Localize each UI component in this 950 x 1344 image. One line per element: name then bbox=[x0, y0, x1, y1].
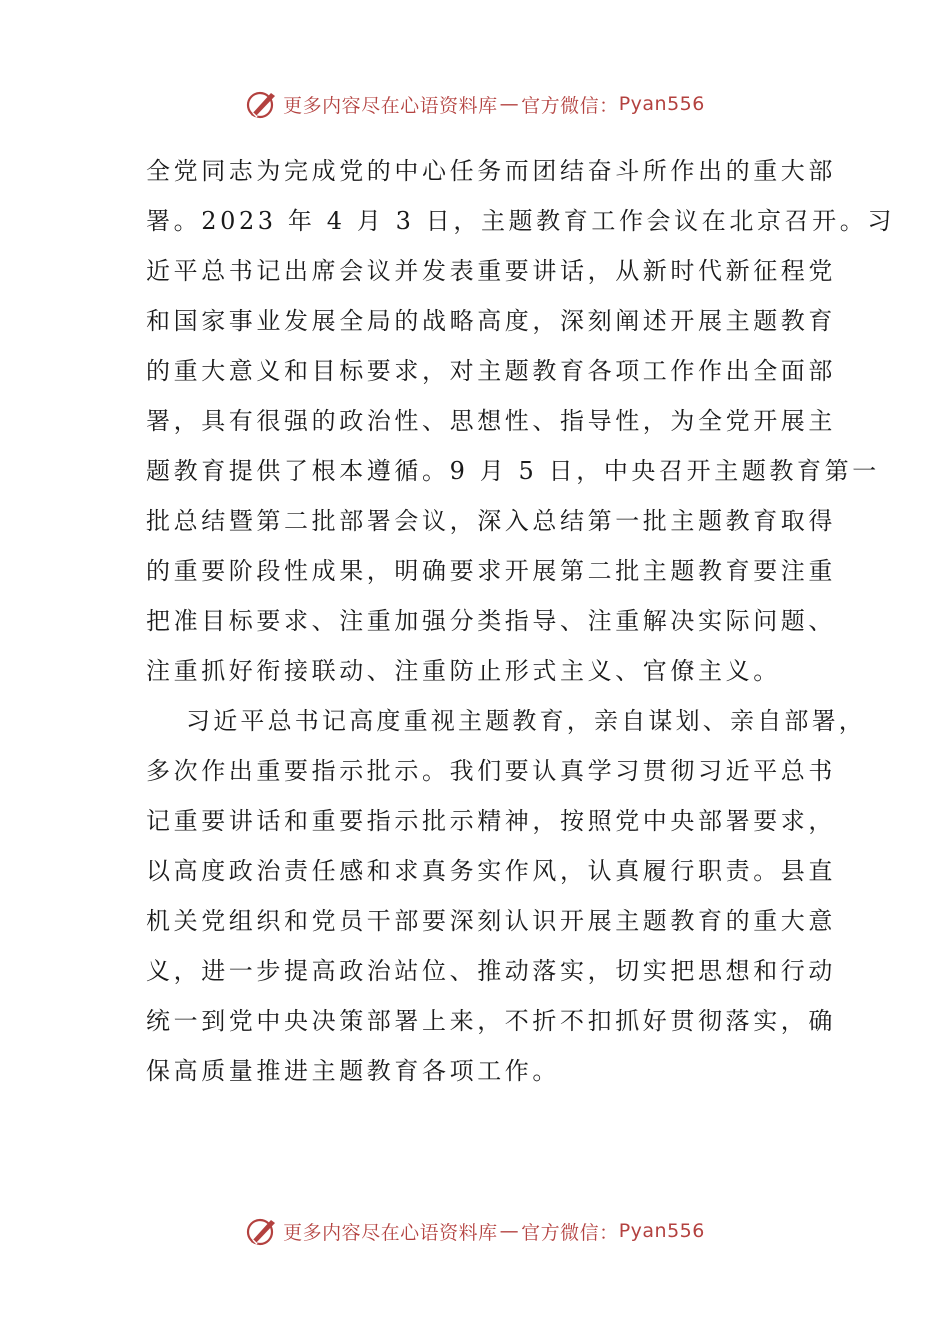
text-line: 批总结暨第二批部署会议，深入总结第一批主题教育取得 bbox=[146, 507, 836, 535]
text-line: 记重要讲话和重要指示批示精神，按照党中央部署要求， bbox=[146, 807, 836, 835]
text-line: 习近平总书记高度重视主题教育，亲自谋划、亲自部署， bbox=[186, 707, 866, 735]
banner-dash: — bbox=[499, 1220, 520, 1242]
pen-logo-icon bbox=[245, 1214, 279, 1248]
text-line: 的重大意义和目标要求，对主题教育各项工作作出全面部 bbox=[146, 357, 836, 385]
document-body bbox=[146, 146, 895, 1096]
footer-watermark bbox=[0, 1211, 950, 1251]
text-line: 机关党组织和党员干部要深刻认识开展主题教育的重大意 bbox=[146, 907, 836, 935]
banner-dash: — bbox=[499, 93, 520, 115]
banner-wechat-id: Pyan556 bbox=[618, 93, 705, 115]
banner-wechat-id: Pyan556 bbox=[618, 1220, 705, 1242]
text-line: 和国家事业发展全局的战略高度，深刻阐述开展主题教育 bbox=[146, 307, 836, 335]
banner-text: 更多内容尽在心语资料库 bbox=[283, 1221, 498, 1244]
text-line: 题教育提供了根本遵循。9 月 5 日，中央召开主题教育第一 bbox=[146, 457, 880, 485]
text-line: 署，具有很强的政治性、思想性、指导性，为全党开展主 bbox=[146, 407, 836, 435]
text-line: 以高度政治责任感和求真务实作风，认真履行职责。县直 bbox=[146, 857, 836, 885]
pen-logo-icon bbox=[245, 87, 279, 121]
text-line: 把准目标要求、注重加强分类指导、注重解决实际问题、 bbox=[146, 607, 836, 635]
banner-wechat-label: 官方微信： bbox=[521, 94, 619, 117]
banner-text: 更多内容尽在心语资料库 bbox=[283, 94, 498, 117]
text-line: 的重要阶段性成果，明确要求开展第二批主题教育要注重 bbox=[146, 557, 836, 585]
text-line: 保高质量推进主题教育各项工作。 bbox=[146, 1057, 560, 1085]
text-line: 注重抓好衔接联动、注重防止形式主义、官僚主义。 bbox=[146, 657, 781, 685]
text-line: 统一到党中央决策部署上来，不折不扣抓好贯彻落实，确 bbox=[146, 1007, 836, 1035]
text-line: 近平总书记出席会议并发表重要讲话，从新时代新征程党 bbox=[146, 257, 836, 285]
banner-wechat-label: 官方微信： bbox=[521, 1221, 619, 1244]
text-line: 多次作出重要指示批示。我们要认真学习贯彻习近平总书 bbox=[146, 757, 836, 785]
text-line: 义，进一步提高政治站位、推动落实，切实把思想和行动 bbox=[146, 957, 836, 985]
text-line: 全党同志为完成党的中心任务而团结奋斗所作出的重大部 bbox=[146, 157, 836, 185]
header-watermark bbox=[0, 84, 950, 124]
text-line: 署。2023 年 4 月 3 日，主题教育工作会议在北京召开。习 bbox=[146, 207, 895, 235]
